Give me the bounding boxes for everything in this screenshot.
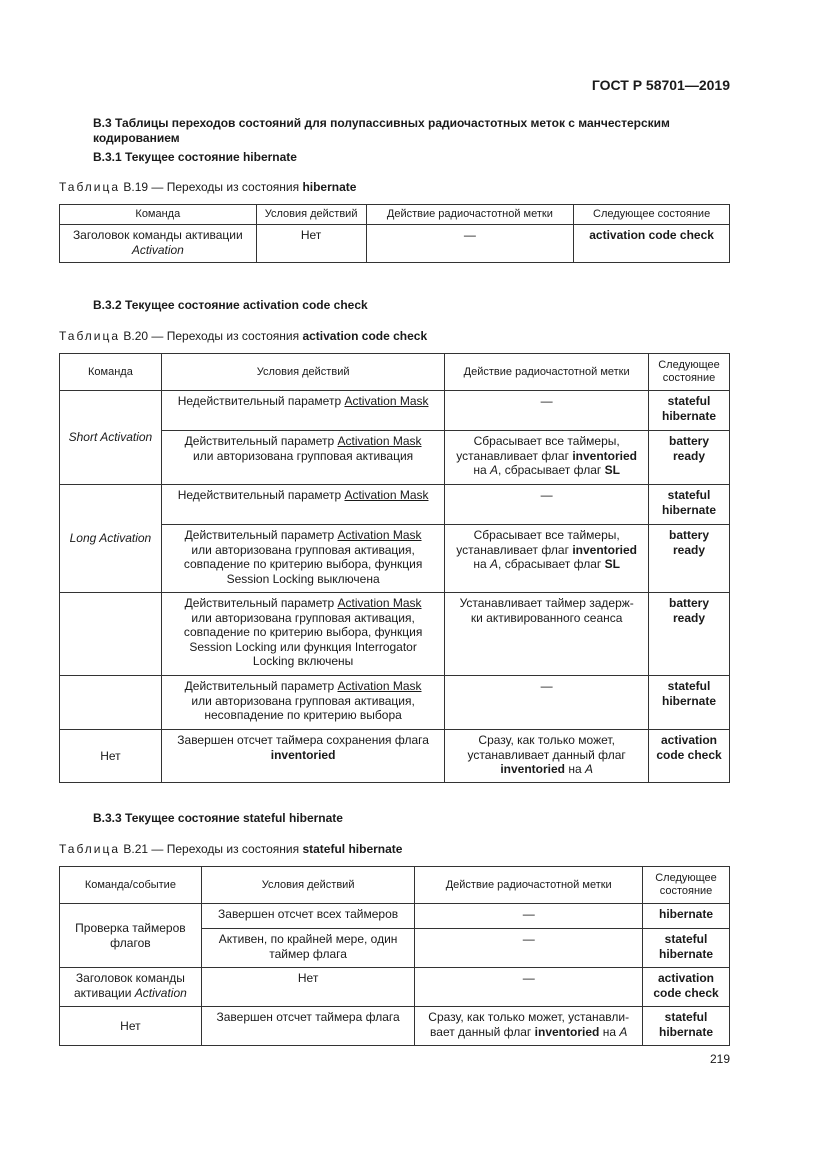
cell-command (60, 676, 162, 730)
cell-action: — (415, 929, 643, 968)
col-header: Следующее состояние (574, 205, 730, 225)
section-b33-title: B.3.3 Текущее состояние stateful hibernate (93, 811, 343, 825)
cell-condition: Завершен отсчет таймера флага (201, 1007, 415, 1046)
col-header: Действие радиочастотной метки (415, 867, 643, 904)
col-header: Действие радиочастотной метки (445, 354, 649, 391)
caption-word: Таблица (59, 329, 121, 343)
table21-caption (59, 842, 402, 856)
cell-next-state: battery ready (649, 593, 730, 676)
caption-state: activation code check (302, 329, 428, 343)
caption-word: Таблица (59, 842, 121, 856)
cell-next-state: activation code check (649, 730, 730, 783)
cell-action: — (445, 676, 649, 730)
table-b21 (59, 866, 730, 1046)
standard-header: ГОСТ Р 58701—2019 (591, 77, 730, 93)
cell-next-state: battery ready (649, 431, 730, 485)
table-header-row (60, 354, 730, 391)
cell-next-state: hibernate (643, 904, 730, 929)
cell-command (60, 593, 162, 676)
table-row (60, 593, 730, 676)
table-row (60, 968, 730, 1007)
table19-caption (59, 180, 356, 194)
cell-action: — (366, 225, 574, 263)
caption-state: stateful hibernate (302, 842, 403, 856)
caption-word: Таблица (59, 180, 121, 194)
section-b32-title: B.3.2 Текущее состояние activation code check (93, 298, 368, 312)
cell-action: Сбрасывает все таймеры, устанавливает флаг inventoried на A, сбрасывает флаг SL (445, 431, 649, 485)
table-row (60, 676, 730, 730)
cell-condition: Действительный параметр Activation Mask или авторизована групповая активация, совпадение по критерию выбора, функция Session Locking или функция Interrogator Locking включены (161, 593, 444, 676)
col-header: Условия действий (201, 867, 415, 904)
page-number: 219 (709, 1052, 730, 1066)
cell-command: Long Activation (60, 485, 162, 593)
caption-num: B.19 — Переходы из состояния (123, 180, 300, 194)
cell-action: Сразу, как только может, устанавливает данный флаг inventoried на A (445, 730, 649, 783)
table20-caption (59, 329, 427, 343)
table-b19 (59, 204, 730, 263)
table-row (60, 1007, 730, 1046)
table-b20 (59, 353, 730, 783)
cell-next-state: battery ready (649, 525, 730, 593)
cell-command: Заголовок команды активации Activation (60, 225, 257, 263)
cell-next-state: activation code check (574, 225, 730, 263)
cell-action: — (415, 968, 643, 1007)
cell-command: Нет (60, 1007, 202, 1046)
table-row (60, 904, 730, 929)
col-header: Действие радиочастотной метки (366, 205, 574, 225)
cell-action: — (445, 485, 649, 525)
cell-condition: Завершен отсчет всех таймеров (201, 904, 415, 929)
caption-num: B.21 — Переходы из состояния (123, 842, 300, 856)
cell-condition: Недействительный параметр Activation Mask (161, 391, 444, 431)
cell-next-state: stateful hibernate (649, 485, 730, 525)
cell-command: Заголовок команды активации Activation (60, 968, 202, 1007)
col-header: Команда (60, 205, 257, 225)
table-row (60, 730, 730, 783)
cell-next-state: stateful hibernate (649, 391, 730, 431)
col-header: Команда (60, 354, 162, 391)
cell-action: — (445, 391, 649, 431)
table-row (60, 485, 730, 525)
caption-num: B.20 — Переходы из состояния (123, 329, 300, 343)
table-row (60, 225, 730, 263)
col-header: Следующее состояние (649, 354, 730, 391)
cell-next-state: stateful hibernate (643, 1007, 730, 1046)
section-b3-title: B.3 Таблицы переходов состояний для полупассивных радиочастотных меток с манчестерским кодированием (93, 116, 670, 145)
col-header: Условия действий (161, 354, 444, 391)
cell-action: Устанавливает таймер задерж- ки активированного сеанса (445, 593, 649, 676)
cell-next-state: stateful hibernate (649, 676, 730, 730)
cell-command: Short Activation (60, 391, 162, 485)
cell-condition: Недействительный параметр Activation Mask (161, 485, 444, 525)
cell-action: — (415, 904, 643, 929)
cell-condition: Действительный параметр Activation Mask или авторизована групповая активация, несовпадение по критерию выбора (161, 676, 444, 730)
cell-command: Нет (60, 730, 162, 783)
table-header-row (60, 205, 730, 225)
col-header: Команда/событие (60, 867, 202, 904)
col-header: Следующее состояние (643, 867, 730, 904)
cell-action: Сразу, как только может, устанавли- вает данный флаг inventoried на A (415, 1007, 643, 1046)
cell-condition: Активен, по крайней мере, один таймер флага (201, 929, 415, 968)
section-b31-title: B.3.1 Текущее состояние hibernate (93, 150, 297, 164)
col-header: Условия действий (256, 205, 366, 225)
cell-condition: Действительный параметр Activation Mask или авторизована групповая активация, совпадение по критерию выбора, функция Session Locking выключена (161, 525, 444, 593)
cell-condition: Нет (256, 225, 366, 263)
caption-state: hibernate (302, 180, 357, 194)
cell-next-state: stateful hibernate (643, 929, 730, 968)
table-row (60, 391, 730, 431)
cell-condition: Завершен отсчет таймера сохранения флага inventoried (161, 730, 444, 783)
cell-next-state: activation code check (643, 968, 730, 1007)
cell-condition: Нет (201, 968, 415, 1007)
table-header-row (60, 867, 730, 904)
cell-action: Сбрасывает все таймеры, устанавливает флаг inventoried на A, сбрасывает флаг SL (445, 525, 649, 593)
cell-condition: Действительный параметр Activation Mask или авторизована групповая активация (161, 431, 444, 485)
cell-command: Проверка таймеров флагов (60, 904, 202, 968)
